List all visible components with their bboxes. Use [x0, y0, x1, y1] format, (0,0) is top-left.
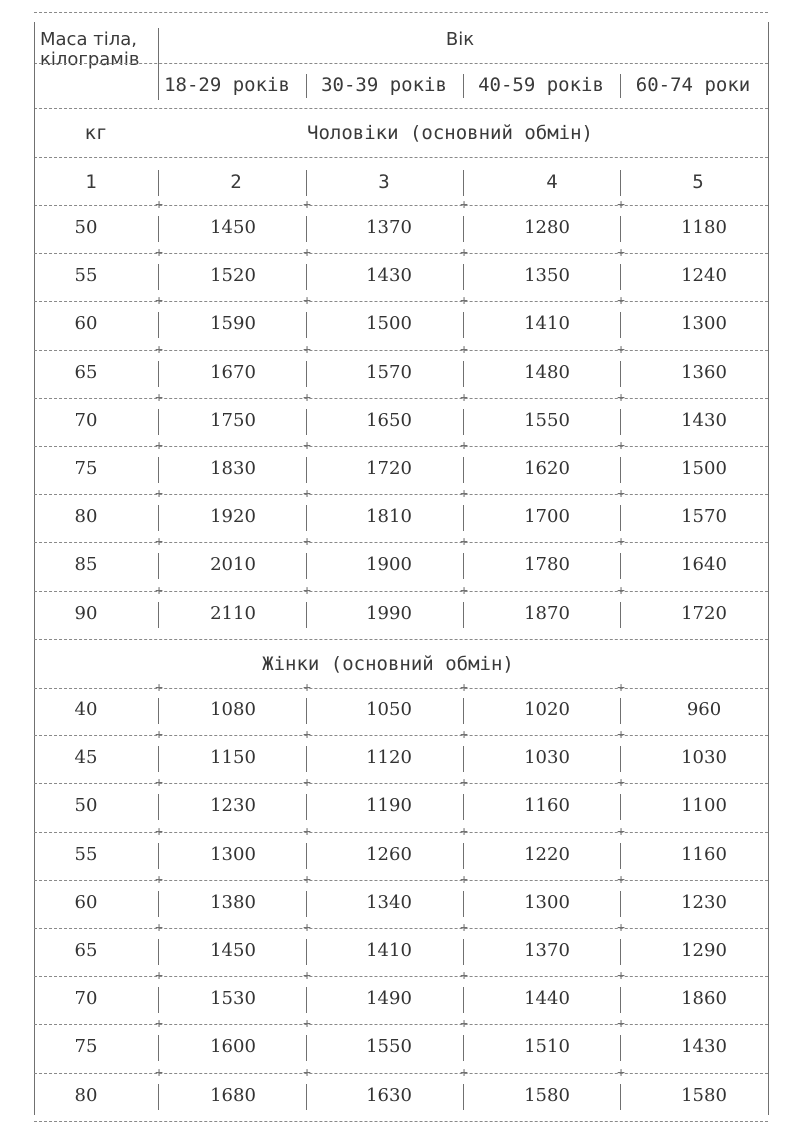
grid-cross: + — [460, 486, 468, 502]
men-cell: 85 — [74, 554, 98, 576]
age-group-1: 18-29 років — [164, 74, 290, 96]
women-row-separator — [620, 843, 621, 869]
women-cell: 55 — [74, 843, 98, 865]
women-row-separator — [463, 891, 464, 917]
women-cell: 1680 — [210, 1084, 256, 1106]
rule-age-split — [34, 63, 768, 64]
women-cell: 1450 — [210, 940, 256, 961]
grid-cross: + — [303, 293, 311, 309]
grid-cross: + — [155, 438, 163, 454]
grid-cross: + — [303, 245, 311, 261]
men-row-separator — [306, 602, 307, 628]
women-cell: 1340 — [366, 891, 412, 913]
grid-cross: + — [460, 1016, 468, 1032]
column-number-5: 5 — [692, 171, 704, 193]
women-cell: 70 — [74, 988, 98, 1010]
grid-cross: + — [155, 1065, 163, 1080]
grid-cross: + — [303, 390, 311, 406]
women-row-separator — [463, 698, 464, 724]
rule-top — [34, 12, 768, 13]
mass-label-line1: Маса тіла, — [40, 29, 137, 50]
women-row-separator — [620, 891, 621, 917]
grid-cross: + — [303, 872, 311, 888]
men-cell: 1430 — [366, 265, 412, 287]
men-cell: 50 — [74, 217, 98, 238]
men-cell: 1870 — [524, 602, 570, 624]
men-cell: 80 — [74, 506, 98, 528]
rule-women-title-bottom — [34, 688, 768, 689]
men-row-rule — [34, 639, 768, 640]
men-row-separator — [620, 361, 621, 387]
women-cell: 1150 — [210, 747, 256, 769]
grid-cross: + — [303, 583, 311, 598]
unit-label: кг — [84, 122, 108, 144]
women-row-separator — [158, 746, 159, 772]
men-row-separator — [463, 602, 464, 628]
grid-cross: + — [303, 486, 311, 502]
grid-cross: + — [155, 824, 163, 839]
grid-cross: + — [303, 920, 311, 936]
grid-cross: + — [155, 920, 163, 936]
grid-cross: + — [303, 1016, 311, 1032]
column-number-4: 4 — [546, 171, 558, 193]
rule-header-bottom — [34, 108, 768, 109]
women-row-separator — [620, 1035, 621, 1061]
men-cell: 1570 — [681, 506, 727, 528]
men-row-separator — [463, 409, 464, 435]
rule-column-numbers-bottom — [34, 205, 768, 206]
men-cell: 1700 — [524, 506, 570, 528]
men-cell: 1670 — [210, 361, 256, 383]
men-row-separator — [306, 264, 307, 290]
column-number-separator-2 — [306, 170, 307, 196]
men-cell: 1360 — [681, 361, 727, 383]
grid-cross: + — [617, 1065, 625, 1080]
grid-cross: + — [460, 293, 468, 309]
grid-cross: + — [617, 245, 625, 261]
grid-cross: + — [460, 438, 468, 454]
women-row-separator — [306, 1035, 307, 1061]
women-cell: 1410 — [366, 940, 412, 961]
women-row-separator — [463, 939, 464, 965]
men-row-separator — [306, 216, 307, 242]
men-row-separator — [306, 505, 307, 531]
women-row-separator — [158, 1035, 159, 1061]
men-cell: 1550 — [524, 409, 570, 431]
women-row-separator — [620, 939, 621, 965]
women-row-separator — [306, 794, 307, 820]
women-row-separator — [158, 698, 159, 724]
women-cell: 1550 — [366, 1036, 412, 1058]
grid-cross: + — [303, 775, 311, 791]
women-row-separator — [158, 987, 159, 1013]
grid-cross: + — [460, 1065, 468, 1080]
men-row-separator — [158, 602, 159, 628]
grid-cross: + — [617, 438, 625, 454]
men-cell: 1300 — [681, 313, 727, 335]
men-row-separator — [620, 602, 621, 628]
grid-cross: + — [303, 534, 311, 550]
women-cell: 1860 — [681, 988, 727, 1010]
men-cell: 1830 — [210, 458, 256, 479]
men-row-separator — [306, 312, 307, 338]
column-number-separator-4 — [620, 170, 621, 196]
men-row-separator — [620, 264, 621, 290]
column-number-separator-1 — [158, 170, 159, 196]
women-cell: 65 — [74, 940, 98, 961]
grid-cross: + — [460, 583, 468, 598]
men-cell: 70 — [74, 409, 98, 431]
women-cell: 75 — [74, 1036, 98, 1058]
men-row-rule — [34, 350, 768, 351]
grid-cross: + — [460, 872, 468, 888]
men-section-title: Чоловіки (основний обмін) — [307, 122, 593, 144]
men-cell: 65 — [74, 361, 98, 383]
grid-cross: + — [460, 342, 468, 357]
men-cell: 1410 — [524, 313, 570, 335]
grid-cross: + — [460, 245, 468, 261]
women-row-separator — [463, 1035, 464, 1061]
grid-cross: + — [155, 342, 163, 357]
grid-cross: + — [460, 727, 468, 743]
women-row-rule — [34, 832, 768, 833]
men-cell: 1900 — [366, 554, 412, 576]
men-row-rule — [34, 253, 768, 254]
grid-cross: + — [155, 680, 163, 696]
grid-cross: + — [460, 390, 468, 406]
men-cell: 1750 — [210, 409, 256, 431]
men-row-separator — [306, 457, 307, 483]
age-group-separator-1 — [306, 74, 307, 98]
grid-cross: + — [303, 438, 311, 454]
men-row-separator — [158, 553, 159, 579]
age-group-separator-3 — [620, 74, 621, 98]
grid-cross: + — [155, 197, 163, 213]
women-row-separator — [463, 843, 464, 869]
age-title: Вік — [445, 29, 475, 50]
women-cell: 50 — [74, 795, 98, 817]
men-cell: 1180 — [681, 217, 727, 238]
women-row-separator — [463, 746, 464, 772]
women-cell: 40 — [74, 699, 98, 720]
age-group-4: 60-74 роки — [635, 74, 751, 96]
women-row-separator — [620, 698, 621, 724]
women-cell: 1380 — [210, 891, 256, 913]
men-row-separator — [158, 264, 159, 290]
grid-cross: + — [155, 727, 163, 743]
grid-cross: + — [303, 727, 311, 743]
men-row-rule — [34, 591, 768, 592]
men-row-separator — [463, 553, 464, 579]
men-cell: 1590 — [210, 313, 256, 335]
grid-cross: + — [617, 920, 625, 936]
men-cell: 1720 — [366, 458, 412, 479]
women-cell: 1230 — [210, 795, 256, 817]
women-cell: 1370 — [524, 940, 570, 961]
men-row-separator — [620, 457, 621, 483]
women-row-separator — [306, 987, 307, 1013]
age-group-2: 30-39 років — [321, 74, 447, 96]
column-number-3: 3 — [378, 171, 390, 193]
grid-cross: + — [617, 534, 625, 550]
grid-cross: + — [303, 197, 311, 213]
women-row-rule — [34, 783, 768, 784]
age-group-3: 40-59 років — [478, 74, 604, 96]
men-cell: 1780 — [524, 554, 570, 576]
grid-cross: + — [617, 197, 625, 213]
men-row-separator — [158, 409, 159, 435]
men-row-rule — [34, 494, 768, 495]
women-cell: 1630 — [366, 1084, 412, 1106]
grid-cross: + — [460, 824, 468, 839]
grid-cross: + — [460, 197, 468, 213]
women-row-rule — [34, 928, 768, 929]
women-cell: 1160 — [524, 795, 570, 817]
men-row-separator — [158, 361, 159, 387]
men-cell: 1650 — [366, 409, 412, 431]
men-row-separator — [306, 361, 307, 387]
men-row-separator — [620, 553, 621, 579]
women-cell: 1030 — [524, 747, 570, 769]
women-row-rule — [34, 1121, 768, 1122]
women-cell: 960 — [686, 699, 722, 720]
grid-cross: + — [155, 486, 163, 502]
men-cell: 1810 — [366, 506, 412, 528]
men-row-separator — [306, 409, 307, 435]
women-row-rule — [34, 1024, 768, 1025]
column-number-1: 1 — [85, 171, 97, 193]
men-cell: 2110 — [210, 602, 256, 624]
men-cell: 1620 — [524, 458, 570, 479]
rule-men-title-bottom — [34, 157, 768, 158]
grid-cross: + — [460, 680, 468, 696]
women-row-separator — [306, 746, 307, 772]
grid-cross: + — [303, 824, 311, 839]
grid-cross: + — [460, 920, 468, 936]
women-cell: 1080 — [210, 699, 256, 720]
men-cell: 1500 — [681, 458, 727, 479]
men-row-separator — [463, 264, 464, 290]
women-cell: 1490 — [366, 988, 412, 1010]
grid-cross: + — [617, 1016, 625, 1032]
grid-cross: + — [617, 486, 625, 502]
women-row-separator — [620, 1084, 621, 1110]
border-left — [34, 22, 35, 1115]
men-cell: 90 — [74, 602, 98, 624]
men-row-rule — [34, 542, 768, 543]
women-row-separator — [158, 1084, 159, 1110]
men-cell: 1570 — [366, 361, 412, 383]
men-row-separator — [158, 457, 159, 483]
women-cell: 1430 — [681, 1036, 727, 1058]
women-cell: 1290 — [681, 940, 727, 961]
men-cell: 75 — [74, 458, 98, 479]
men-cell: 1500 — [366, 313, 412, 335]
men-row-separator — [620, 216, 621, 242]
women-cell: 1580 — [524, 1084, 570, 1106]
men-row-separator — [463, 505, 464, 531]
men-cell: 1480 — [524, 361, 570, 383]
women-row-separator — [620, 987, 621, 1013]
grid-cross: + — [617, 583, 625, 598]
men-row-separator — [306, 553, 307, 579]
men-cell: 1520 — [210, 265, 256, 287]
women-cell: 45 — [74, 747, 98, 769]
grid-cross: + — [155, 390, 163, 406]
women-section-title: Жінки (основний обмін) — [262, 653, 514, 675]
grid-cross: + — [155, 872, 163, 888]
women-row-rule — [34, 735, 768, 736]
men-row-separator — [620, 409, 621, 435]
grid-cross: + — [460, 534, 468, 550]
grid-cross: + — [460, 775, 468, 791]
men-cell: 1640 — [681, 554, 727, 576]
women-cell: 1510 — [524, 1036, 570, 1058]
women-row-separator — [158, 794, 159, 820]
women-row-separator — [620, 746, 621, 772]
women-row-separator — [620, 794, 621, 820]
grid-cross: + — [617, 775, 625, 791]
grid-cross: + — [617, 390, 625, 406]
women-row-separator — [306, 939, 307, 965]
men-row-separator — [158, 505, 159, 531]
column-number-separator-3 — [463, 170, 464, 196]
grid-cross: + — [155, 1016, 163, 1032]
women-cell: 60 — [74, 891, 98, 913]
grid-cross: + — [617, 342, 625, 357]
grid-cross: + — [303, 342, 311, 357]
men-row-separator — [463, 457, 464, 483]
women-row-separator — [306, 1084, 307, 1110]
women-cell: 1190 — [366, 795, 412, 817]
men-row-separator — [620, 505, 621, 531]
men-cell: 55 — [74, 265, 98, 287]
women-row-rule — [34, 976, 768, 977]
men-cell: 1720 — [681, 602, 727, 624]
men-cell: 1430 — [681, 409, 727, 431]
grid-cross: + — [617, 872, 625, 888]
women-cell: 1120 — [366, 747, 412, 769]
men-row-separator — [463, 312, 464, 338]
grid-cross: + — [155, 534, 163, 550]
men-row-rule — [34, 446, 768, 447]
women-row-separator — [306, 891, 307, 917]
mass-label-line2: кілограмів — [40, 49, 140, 70]
women-row-rule — [34, 880, 768, 881]
men-row-rule — [34, 398, 768, 399]
women-cell: 1440 — [524, 988, 570, 1010]
women-cell: 1300 — [210, 843, 256, 865]
mass-column-separator — [158, 28, 159, 100]
grid-cross: + — [155, 775, 163, 791]
women-cell: 1580 — [681, 1084, 727, 1106]
grid-cross: + — [155, 583, 163, 598]
women-row-separator — [463, 1084, 464, 1110]
women-cell: 80 — [74, 1084, 98, 1106]
men-row-separator — [158, 216, 159, 242]
men-cell: 1450 — [210, 217, 256, 238]
women-cell: 1530 — [210, 988, 256, 1010]
men-cell: 1240 — [681, 265, 727, 287]
men-cell: 1350 — [524, 265, 570, 287]
men-row-separator — [463, 361, 464, 387]
women-row-separator — [463, 794, 464, 820]
women-cell: 1050 — [366, 699, 412, 720]
men-cell: 60 — [74, 313, 98, 335]
grid-cross: + — [303, 680, 311, 696]
women-row-separator — [463, 987, 464, 1013]
grid-cross: + — [617, 727, 625, 743]
women-row-separator — [158, 891, 159, 917]
grid-cross: + — [617, 968, 625, 984]
women-cell: 1230 — [681, 891, 727, 913]
grid-cross: + — [617, 680, 625, 696]
grid-cross: + — [617, 293, 625, 309]
men-row-separator — [620, 312, 621, 338]
men-row-separator — [158, 312, 159, 338]
men-row-separator — [463, 216, 464, 242]
women-cell: 1160 — [681, 843, 727, 865]
grid-cross: + — [617, 824, 625, 839]
women-cell: 1100 — [681, 795, 727, 817]
men-row-rule — [34, 301, 768, 302]
women-cell: 1030 — [681, 747, 727, 769]
women-row-separator — [306, 698, 307, 724]
border-right — [768, 22, 769, 1115]
women-cell: 1260 — [366, 843, 412, 865]
women-cell: 1600 — [210, 1036, 256, 1058]
women-cell: 1300 — [524, 891, 570, 913]
women-cell: 1020 — [524, 699, 570, 720]
grid-cross: + — [303, 1065, 311, 1080]
women-row-rule — [34, 1073, 768, 1074]
grid-cross: + — [155, 245, 163, 261]
women-cell: 1220 — [524, 843, 570, 865]
men-cell: 1920 — [210, 506, 256, 528]
grid-cross: + — [303, 968, 311, 984]
men-cell: 2010 — [210, 554, 256, 576]
men-cell: 1370 — [366, 217, 412, 238]
women-row-separator — [158, 843, 159, 869]
column-number-2: 2 — [230, 171, 242, 193]
men-cell: 1990 — [366, 602, 412, 624]
grid-cross: + — [155, 968, 163, 984]
women-row-separator — [158, 939, 159, 965]
men-cell: 1280 — [524, 217, 570, 238]
grid-cross: + — [460, 968, 468, 984]
age-group-separator-2 — [463, 74, 464, 98]
grid-cross: + — [155, 293, 163, 309]
women-row-separator — [306, 843, 307, 869]
